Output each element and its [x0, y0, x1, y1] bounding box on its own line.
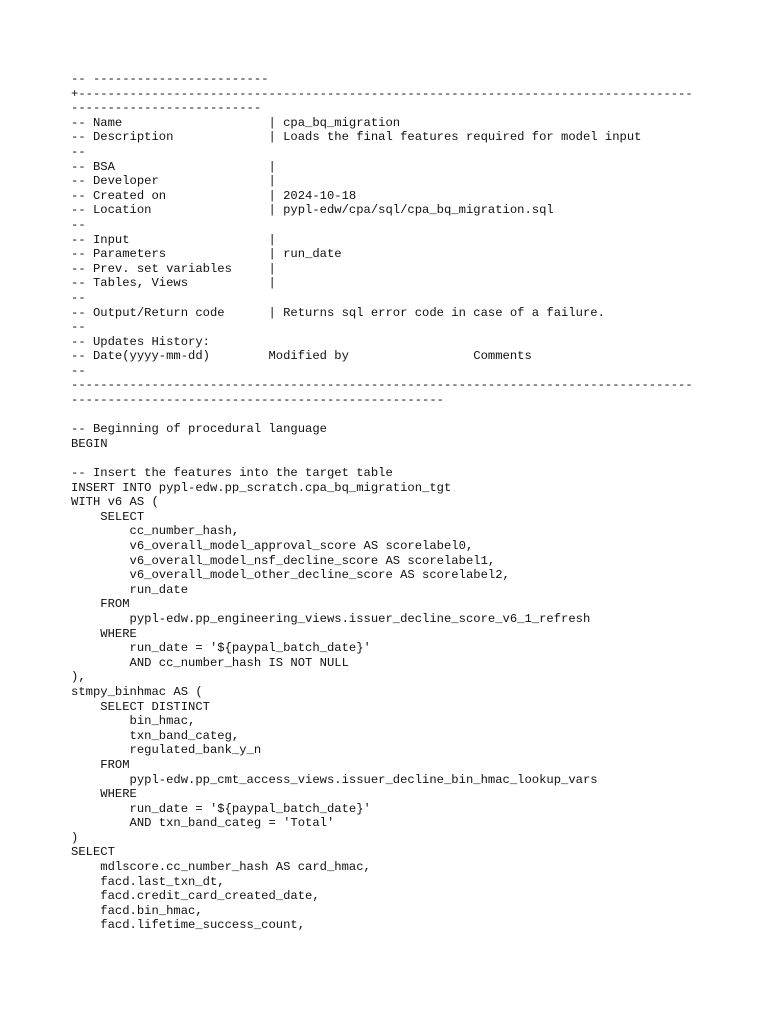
code-line: BEGIN [71, 436, 108, 451]
code-line: stmpy_binhmac AS ( [71, 684, 203, 699]
code-line: -- Description | Loads the final features required for model input [71, 130, 642, 145]
code-line: v6_overall_model_nsf_decline_score AS scorelabel1, [71, 553, 496, 568]
code-line: -- Input | [71, 232, 276, 247]
code-line: -- [71, 144, 86, 159]
code-line: pypl-edw.pp_engineering_views.issuer_decline_score_v6_1_refresh [71, 611, 591, 626]
code-line: mdlscore.cc_number_hash AS card_hmac, [71, 860, 371, 875]
code-line: WHERE [71, 626, 137, 641]
code-line: -- Tables, Views | [71, 276, 276, 291]
code-line: bin_hmac, [71, 714, 196, 729]
code-line: -- Updates History: [71, 334, 210, 349]
code-line: AND cc_number_hash IS NOT NULL [71, 655, 349, 670]
code-line: run_date [71, 582, 189, 597]
code-line: -- [71, 320, 86, 335]
sql-document [71, 72, 721, 933]
code-line: SELECT [71, 845, 115, 860]
code-line: WITH v6 AS ( [71, 495, 159, 510]
code-line: FROM [71, 597, 130, 612]
code-line: -- Location | pypl-edw/cpa/sql/cpa_bq_migration.sql [71, 203, 554, 218]
code-line: -- [71, 363, 86, 378]
code-line: -- BSA | [71, 159, 276, 174]
code-line: -- Developer | [71, 174, 276, 189]
code-line: SELECT [71, 509, 145, 524]
code-line: -- Beginning of procedural language [71, 422, 327, 437]
code-line: -- Output/Return code | Returns sql error code in case of a failure. [71, 305, 605, 320]
code-line: ) [71, 830, 79, 845]
code-line: -- Insert the features into the target table [71, 466, 393, 481]
code-line: -- [71, 217, 86, 232]
code-line [71, 451, 721, 466]
code-line: -- Prev. set variables | [71, 261, 276, 276]
code-line: v6_overall_model_other_decline_score AS scorelabel2, [71, 568, 510, 583]
code-line: facd.credit_card_created_date, [71, 889, 320, 904]
code-line: run_date = '${paypal_batch_date}' [71, 801, 371, 816]
code-line: --------------------------------------------------- [71, 393, 444, 408]
code-line: facd.last_txn_dt, [71, 874, 225, 889]
code-line: -- Date(yyyy-mm-dd) Modified by Comments [71, 349, 532, 364]
code-line: INSERT INTO pypl-edw.pp_scratch.cpa_bq_migration_tgt [71, 480, 452, 495]
code-line: WHERE [71, 787, 137, 802]
code-line: -- Parameters | run_date [71, 247, 342, 262]
code-line: txn_band_categ, [71, 728, 240, 743]
code-line: -- Name | cpa_bq_migration [71, 115, 401, 130]
code-line: -- ------------------------ [71, 72, 269, 86]
code-line: facd.bin_hmac, [71, 903, 203, 918]
code-line: cc_number_hash, [71, 524, 240, 539]
code-line: regulated_bank_y_n [71, 743, 262, 758]
code-line: -- Created on | 2024-10-18 [71, 188, 357, 203]
code-line: pypl-edw.pp_cmt_access_views.issuer_decline_bin_hmac_lookup_vars [71, 772, 598, 787]
code-line [71, 408, 721, 423]
code-line: v6_overall_model_approval_score AS scorelabel0, [71, 539, 474, 553]
code-line: -------------------------- [71, 101, 262, 116]
code-line: run_date = '${paypal_batch_date}' [71, 641, 371, 656]
code-line: FROM [71, 757, 130, 772]
code-line: ), [71, 670, 86, 685]
code-line: +------------------------------------------------------------------------------------ [71, 86, 693, 101]
code-line: SELECT DISTINCT [71, 699, 210, 714]
code-line: facd.lifetime_success_count, [71, 918, 306, 933]
code-line: AND txn_band_categ = 'Total' [71, 816, 335, 831]
code-line: -- [71, 290, 86, 305]
code-line: ------------------------------------------------------------------------------------- [71, 378, 693, 393]
